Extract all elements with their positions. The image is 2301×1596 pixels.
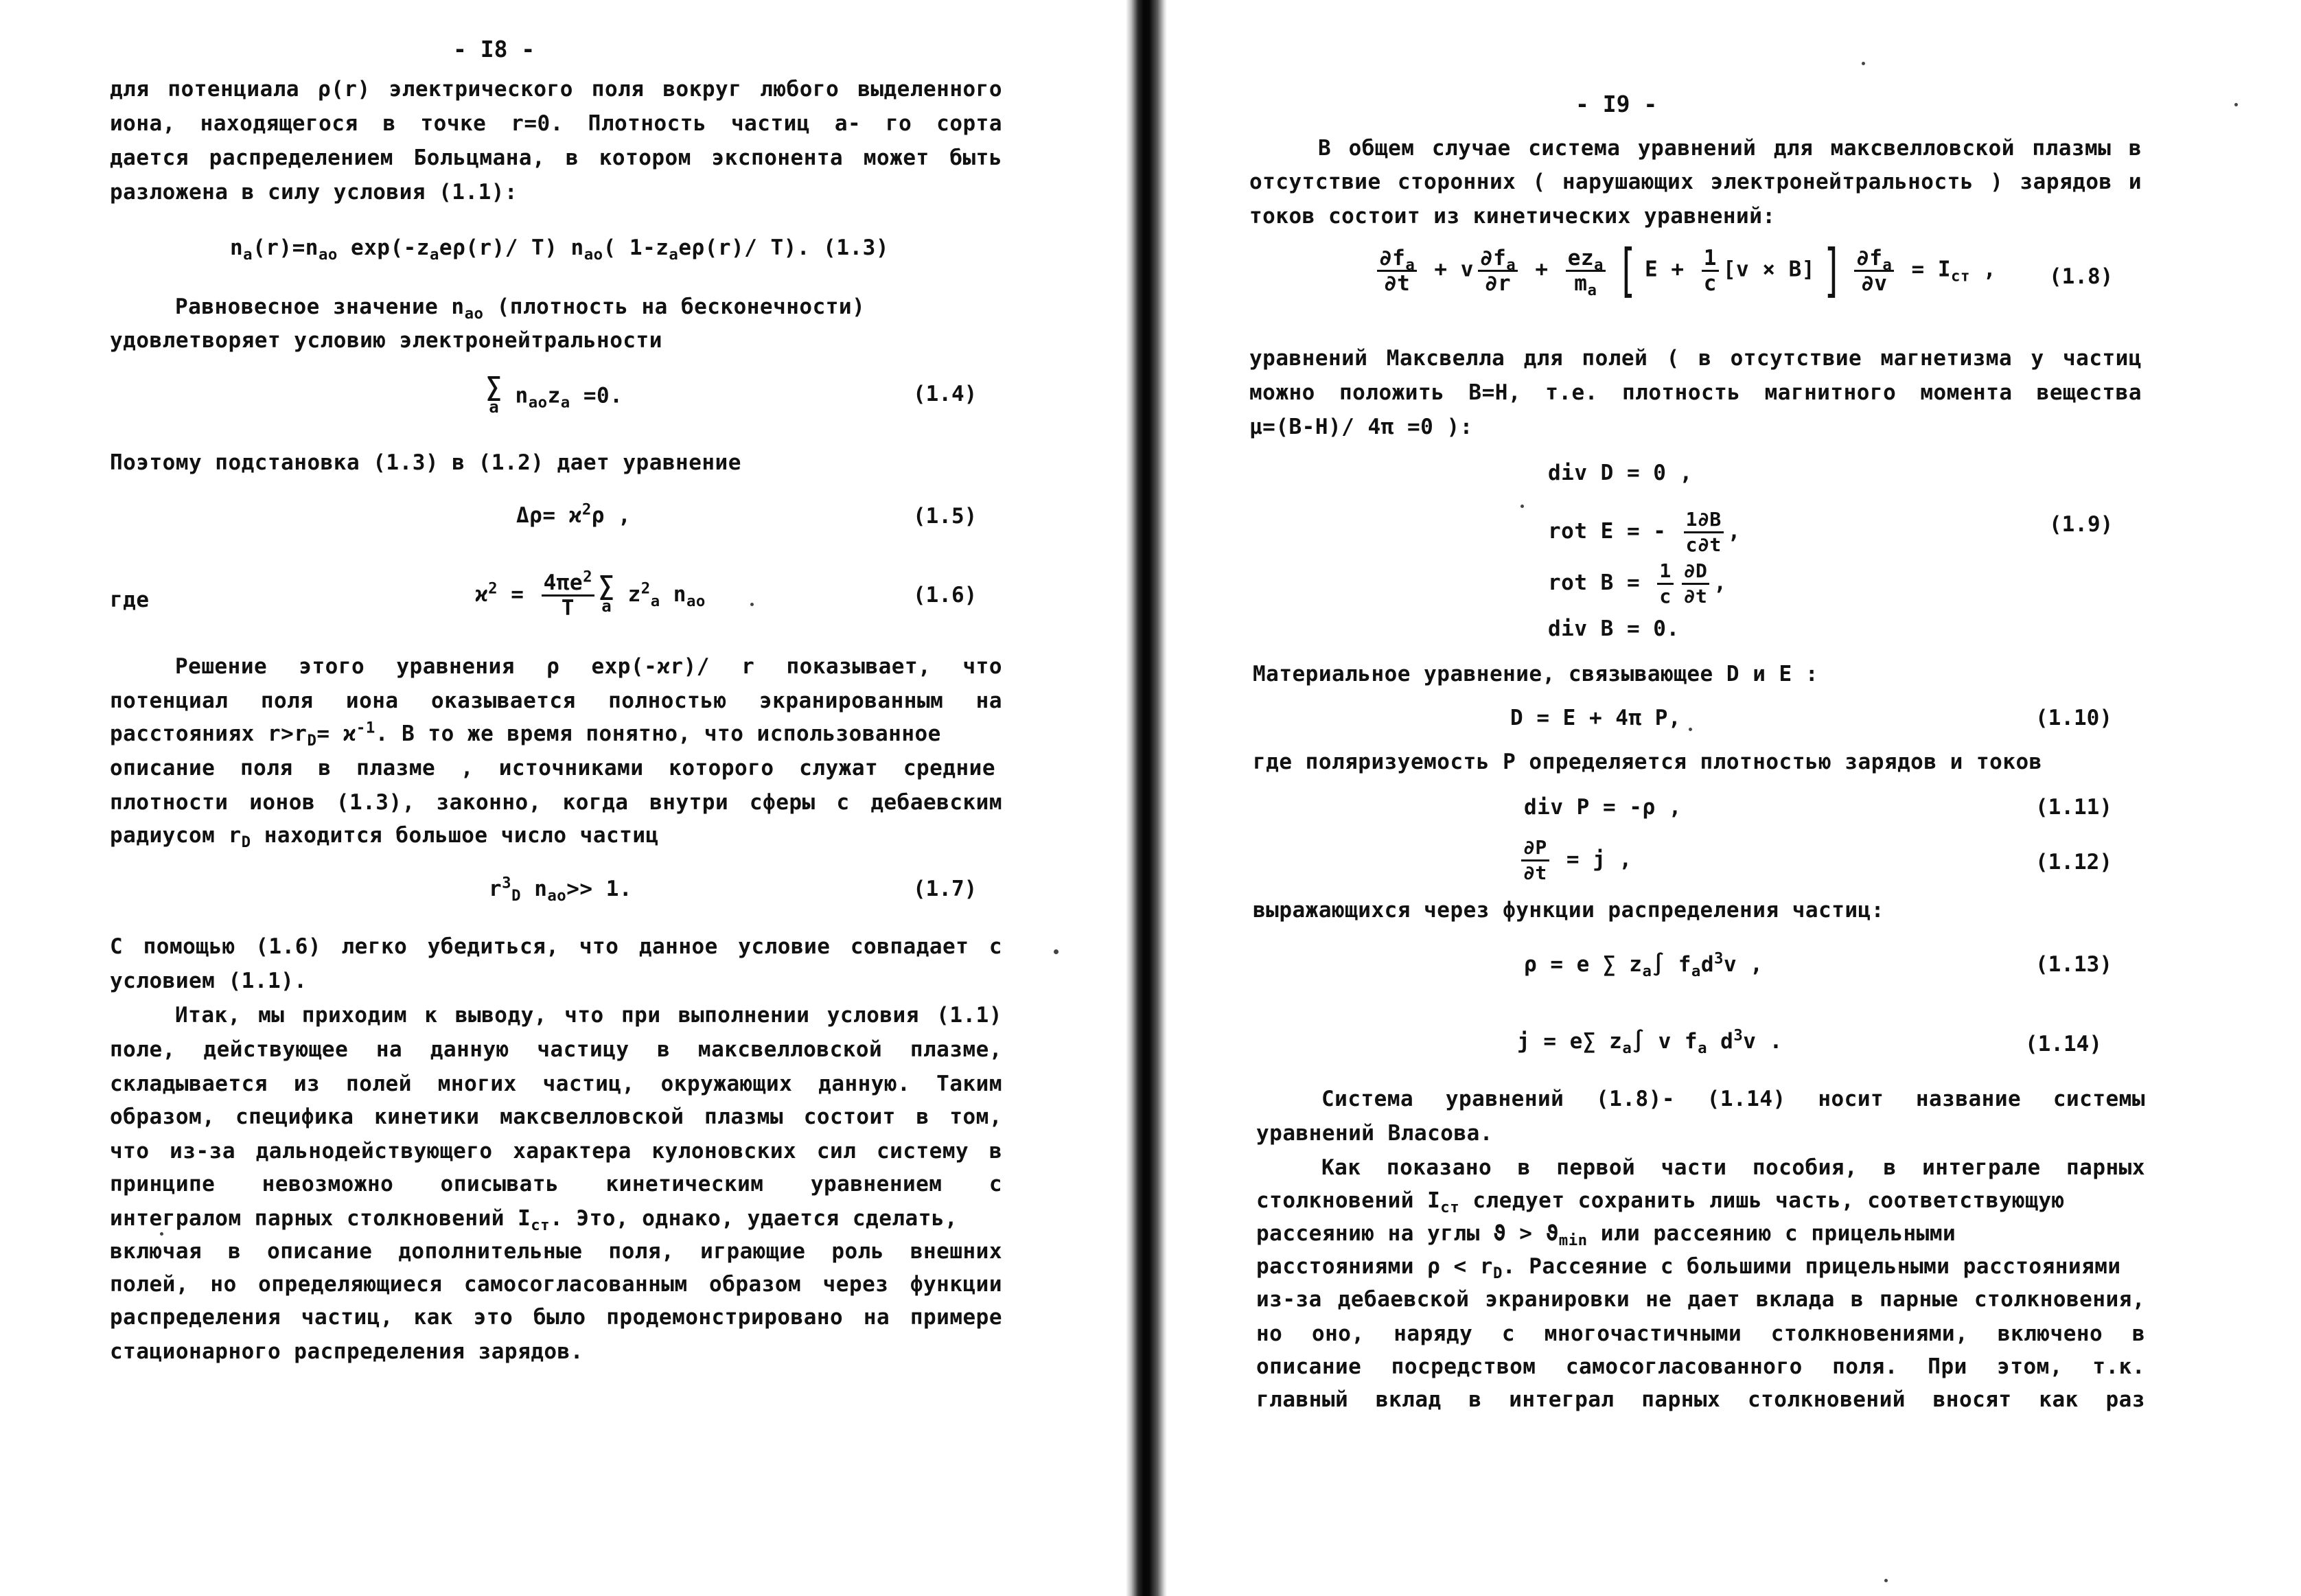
- equation-number: (1.14): [2025, 1032, 2102, 1056]
- scan-speck: [1520, 505, 1524, 508]
- text-line: Система уравнений (1.8)- (1.14) носит название системы: [1321, 1087, 2145, 1111]
- text-line: включая в описание дополнительные поля, играющие роль внешних: [110, 1239, 1002, 1264]
- equation-1-10: D = E + 4π P,: [1510, 706, 1682, 730]
- equation-1-4: ∑ a $n_{ao}z_a =0$.: [486, 371, 623, 417]
- equation-1-9-line: div B = 0.: [1548, 616, 1680, 641]
- text-line: Равновесное значение $n_{ao}$ (плотность на бесконечности): [175, 294, 866, 323]
- text-line: μ=(B-H)/ 4π =0 ):: [1249, 415, 1473, 439]
- text-line: принципе невозможно описывать кинетическим уравнением с: [110, 1172, 1002, 1196]
- text-line: токов состоит из кинетических уравнений:: [1249, 204, 1776, 229]
- equation-1-3: $n_a(r)=n_{ao}$ $\exp(-z_ae\rho(r)/$ T) $n_{ao}$( $1-z_ae\rho(r)/$ T). (1.3): [230, 235, 889, 264]
- text-line: для потенциала ρ(r) электрического поля вокруг любого выделенного: [110, 77, 1002, 102]
- equation-1-14: j = e∑ $z_a\int$ v $f_a$ $d^3v$ .: [1517, 1026, 1783, 1058]
- right-page: [1167, 0, 2301, 1596]
- text-line: где поляризуемость P определяется плотностью зарядов и токов: [1253, 750, 2042, 774]
- text-line: поле, действующее на данную частицу в максвелловской плазме,: [110, 1037, 1002, 1062]
- equation-number: (1.9): [2049, 512, 2114, 537]
- equation-1-6: $ϰ^2$ = $\frac{4\pi e^2}{T}$ ∑ a $z^2_a$ $n_{ao}$: [475, 568, 706, 621]
- equation-number: (1.11): [2035, 795, 2112, 820]
- equation-1-8: $\frac{\partial f_a}{\partial t}$ + v $\frac{\partial f_a}{\partial r}$ + $\frac{ez_a}{m_a}$ [ E + $\frac{1}{c}$ [v × B] ] $\frac{\partial f_a}{\partial v}$ = $I_{ст}$ ,: [1373, 242, 1996, 299]
- equation-number: (1.13): [2035, 952, 2112, 977]
- text-line: Материальное уравнение, связывающее D и E :: [1253, 662, 1819, 686]
- text-line: интегралом парных столкновений $I_{ст}$. Это, однако, удается сделать,: [110, 1206, 958, 1235]
- text-line: В общем случае система уравнений для максвелловской плазмы в: [1318, 136, 2142, 161]
- scan-speck: [750, 603, 754, 606]
- text-line: отсутствие сторонних ( нарушающих электронейтральность ) зарядов и: [1249, 170, 2142, 194]
- text-line: потенциал поля иона оказывается полностью экранированным на: [110, 689, 1002, 713]
- text-line: Итак, мы приходим к выводу, что при выполнении условия (1.1): [175, 1003, 1002, 1028]
- text-line: что из-за дальнодействующего характера кулоновских сил систему в: [110, 1139, 1002, 1164]
- equation-1-9-line: rot E = - $\frac{1\partial B}{c\partial t}$ ,: [1548, 508, 1741, 556]
- book-spine: [1126, 0, 1167, 1596]
- text-line: разложена в силу условия (1.1):: [110, 180, 518, 205]
- scan-speck: [2234, 103, 2238, 106]
- equation-number: (1.6): [913, 583, 978, 608]
- equation-1-7: $r^3_D$ $n_{ao}>> 1$.: [489, 874, 633, 905]
- text-line: но оно, наряду с многочастичными столкновениями, включено в: [1256, 1321, 2145, 1346]
- equation-number: (1.5): [913, 504, 978, 529]
- equation-1-11: div P = -ρ ,: [1524, 795, 1682, 820]
- text-line: Как показано в первой части пособия, в интеграле парных: [1321, 1155, 2145, 1180]
- equation-1-9-line: div D = 0 ,: [1548, 461, 1693, 485]
- scan-speck: [1884, 1579, 1888, 1582]
- text-line: полей, но определяющиеся самосогласованным образом через функции: [110, 1272, 1002, 1297]
- text-line: условием (1.1).: [110, 969, 308, 993]
- text-line: складывается из полей многих частиц, окружающих данную. Таким: [110, 1072, 1002, 1096]
- equation-number: (1.10): [2035, 706, 2112, 730]
- scan-speck: [1054, 949, 1059, 954]
- text-line: С помощью (1.6) легко убедиться, что данное условие совпадает с: [110, 934, 1002, 959]
- text-line: уравнений Власова.: [1256, 1121, 1493, 1146]
- text-line: расстояниями $\rho < r_D$. Рассеяние с большими прицельными расстояниями: [1256, 1254, 2121, 1283]
- text-line: удовлетворяет условию электронейтральности: [110, 328, 662, 353]
- text-line: столкновений $I_{ст}$ следует сохранить лишь часть, соответствующую: [1256, 1188, 2065, 1217]
- text-line: распределения частиц, как это было продемонстрировано на примере: [110, 1305, 1002, 1330]
- page-number: - I9 -: [1575, 91, 1658, 117]
- scan-speck: [1862, 62, 1865, 65]
- scan-speck: [1689, 728, 1692, 731]
- text-line: описание поля в плазме , источниками которого служат средние: [110, 756, 995, 780]
- text-line: рассеянию на углы $ϑ > ϑ_{min}$ или рассеянию с прицельными: [1256, 1221, 1956, 1250]
- text-line: Решение этого уравнения ρ exp(-ϰr)/ r показывает, что: [175, 654, 1002, 679]
- text-line: дается распределением Больцмана, в котором экспонента может быть: [110, 146, 1002, 170]
- text-line: стационарного распределения зарядов.: [110, 1339, 583, 1364]
- equation-number: (1.8): [2049, 264, 2114, 289]
- text-line: уравнений Максвелла для полей ( в отсутствие магнетизма у частиц: [1249, 346, 2142, 371]
- text-line: расстояниях $r>r_D= ϰ^{-1}$. В то же время понятно, что использованное: [110, 719, 941, 750]
- text-line: иона, находящегося в точке r=0. Плотность частиц a- го сорта: [110, 111, 1002, 136]
- text-line: из-за дебаевской экранировки не дает вклада в парные столкновения,: [1256, 1287, 2145, 1312]
- page-number: - I8 -: [453, 36, 535, 62]
- equation-number: (1.4): [913, 382, 978, 406]
- text-line: образом, специфика кинетики максвелловской плазмы состоит в том,: [110, 1105, 1002, 1129]
- equation-1-13: ρ = e ∑ $z_a\int$ $f_ad^3v$ ,: [1524, 949, 1764, 981]
- equation-1-12: $\frac{\partial P}{\partial t}$ = j ,: [1517, 836, 1632, 885]
- text-line: плотности ионов (1.3), законно, когда внутри сферы с дебаевским: [110, 790, 1002, 815]
- scan-speck: [160, 1232, 163, 1236]
- text-line: главный вклад в интеграл парных столкновений вносят как раз: [1256, 1387, 2145, 1412]
- equation-number: (1.12): [2035, 850, 2112, 875]
- equation-1-9-line: rot B = $\frac{1}{c}$ $\frac{\partial D}{\partial t}$ ,: [1548, 559, 1727, 608]
- equation-1-5: $\Delta\rho= ϰ^2\rho$ ,: [516, 500, 632, 528]
- text-line: радиусом $r_D$ находится большое число частиц: [110, 823, 659, 852]
- equation-number: (1.7): [913, 877, 978, 901]
- left-page: [0, 0, 1126, 1596]
- text-line: описание посредством самосогласованного поля. При этом, т.к.: [1256, 1354, 2145, 1379]
- text-line: Поэтому подстановка (1.3) в (1.2) дает уравнение: [110, 450, 741, 475]
- text-line: выражающихся через функции распределения частиц:: [1253, 898, 1884, 923]
- where-label: где: [110, 588, 150, 612]
- text-line: можно положить B=H, т.е. плотность магнитного момента вещества: [1249, 380, 2142, 405]
